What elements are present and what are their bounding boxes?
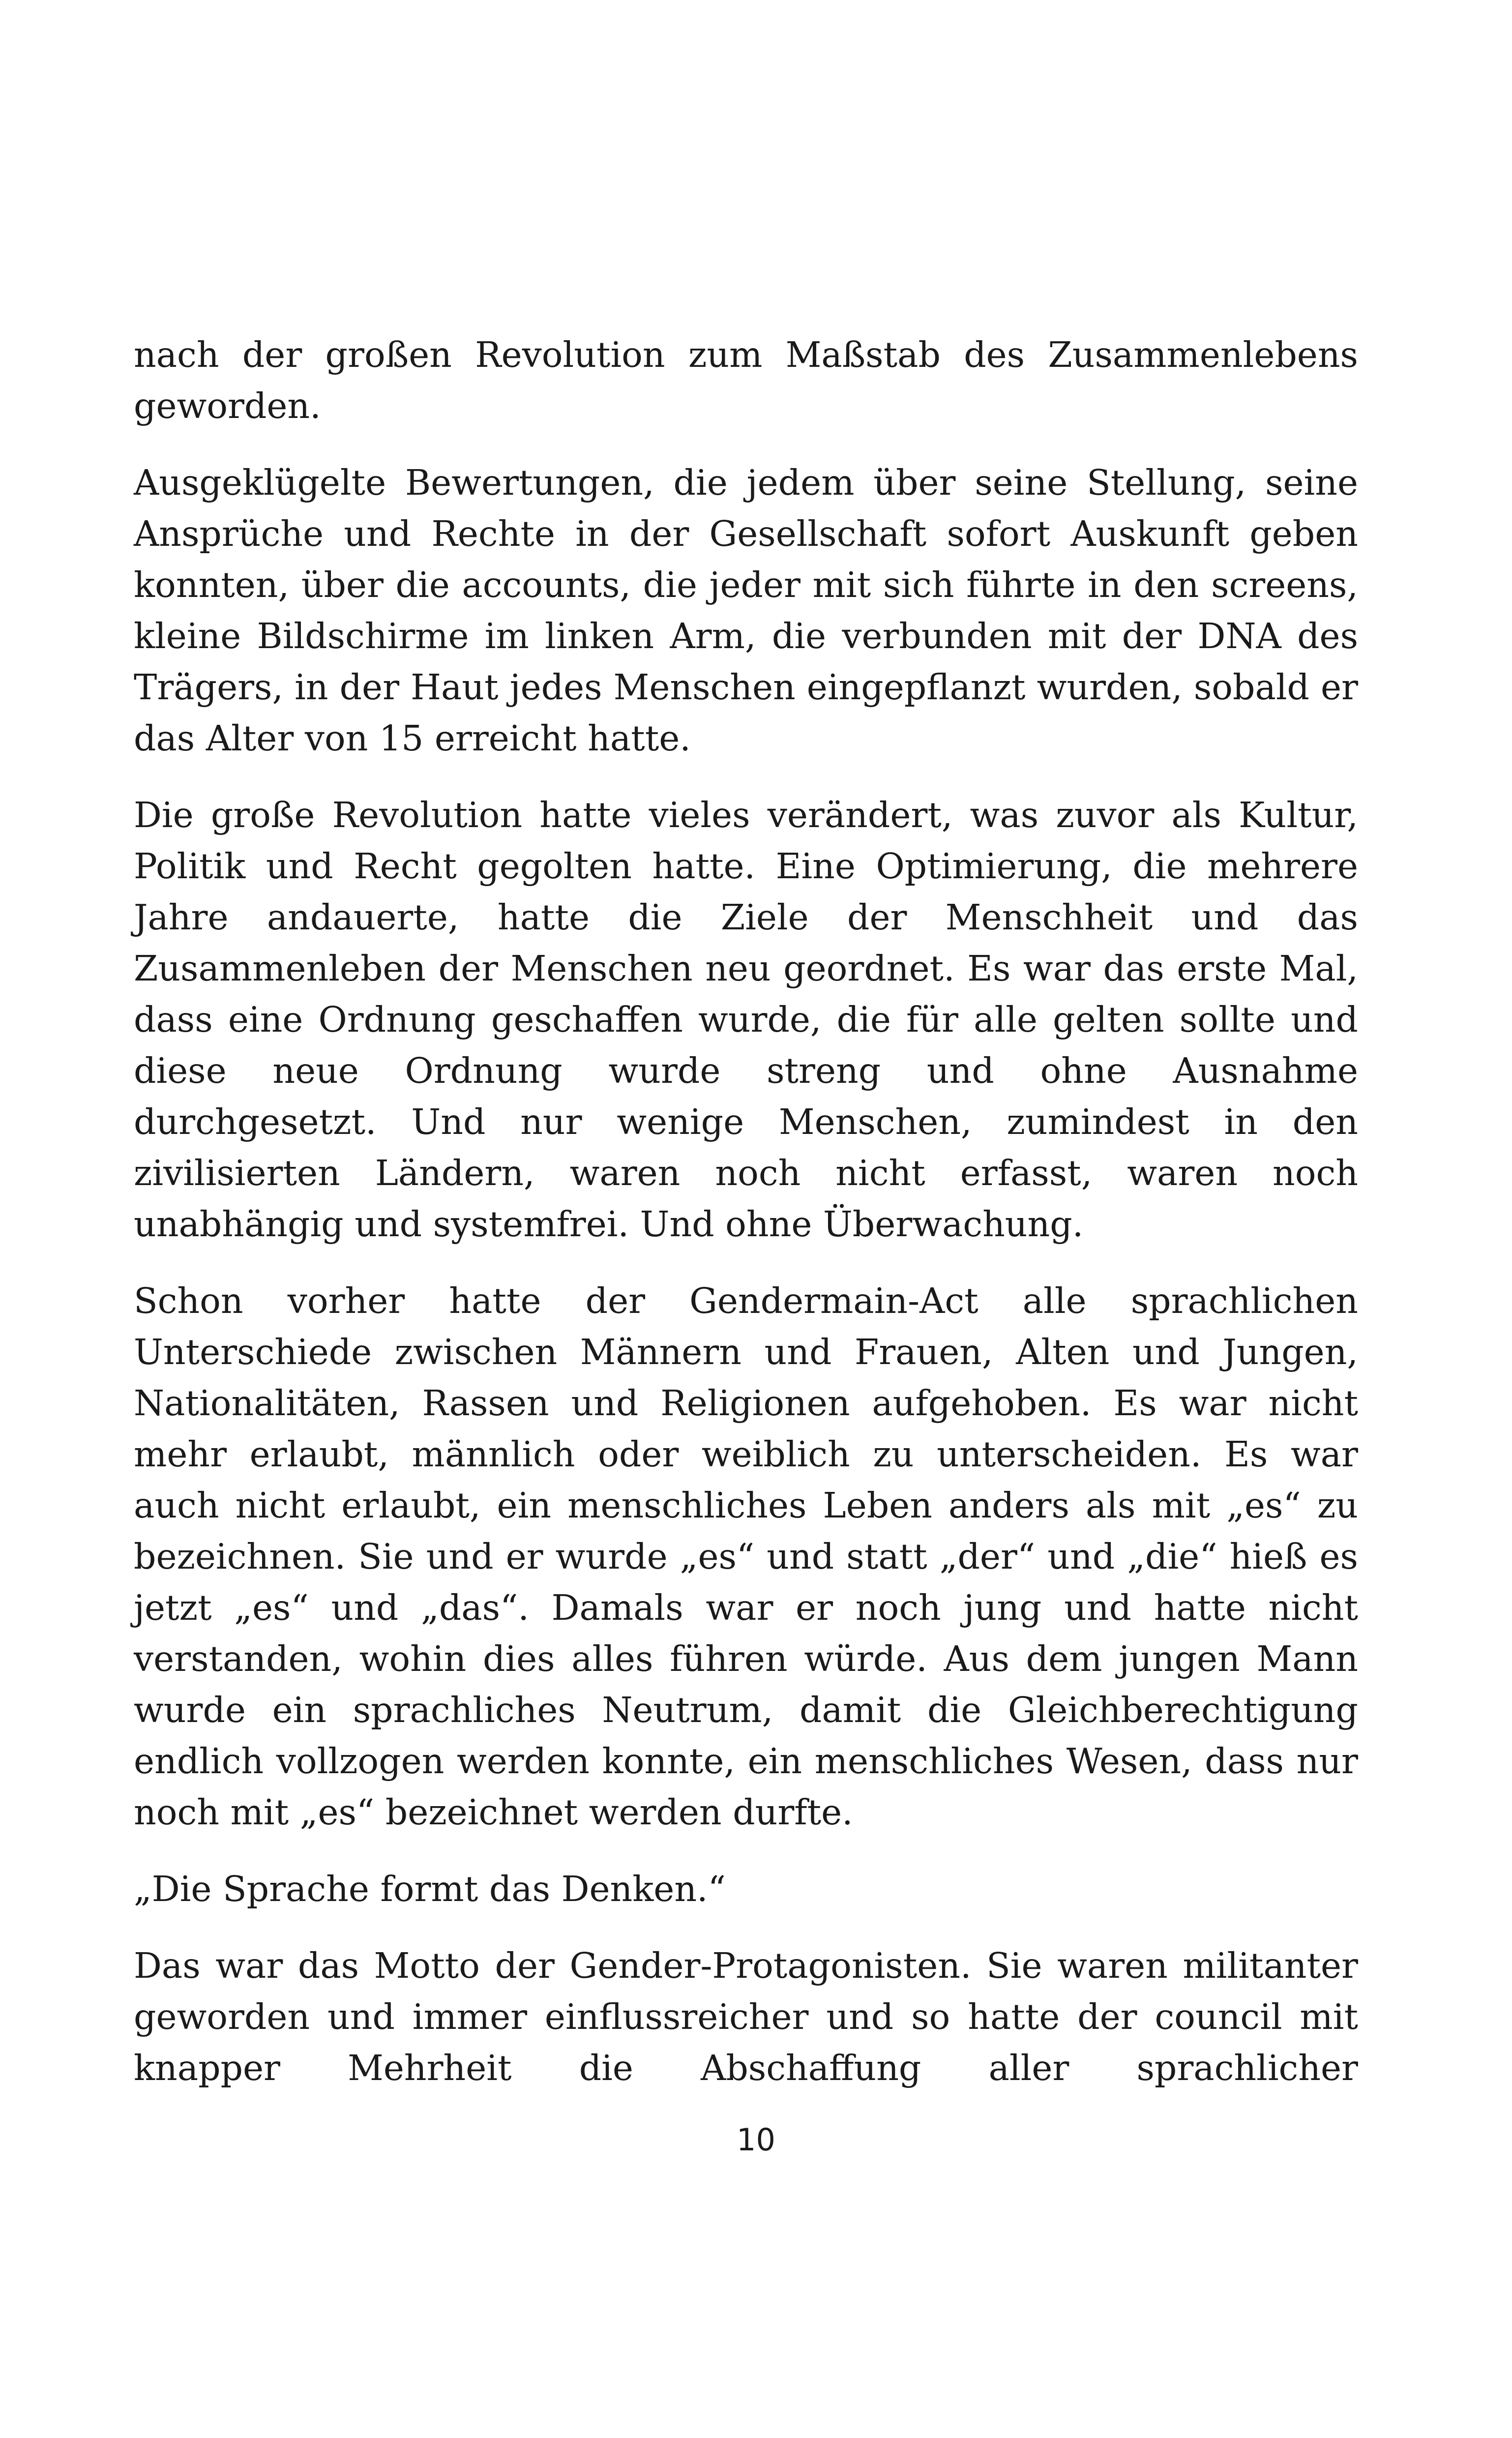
paragraph-3: Die große Revolution hatte vieles verändert, was zuvor als Kultur, Politik und Recht gegolten hatte. Eine Optimierung, die mehrere Jahre andauerte, hatte die Ziele der Menschheit und das Zusammenleben der Menschen neu geordnet. Es war das erste Mal, dass eine Ordnung geschaffen wurde, die für alle gelten sollte und diese neue Ordnung wurde streng und ohne Ausnahme durchgesetzt. Und nur wenige Menschen, zumindest in den zivilisierten Ländern, waren noch nicht erfasst, waren noch unabhängig und systemfrei. Und ohne Überwachung. [134,795,1358,1245]
paragraph-2: Ausgeklügelte Bewertungen, die jedem über seine Stellung, seine Ansprüche und Rechte in der Gesellschaft sofort Auskunft geben konnten, über die accounts, die jeder mit sich führte in den screens, kleine Bildschirme im linken Arm, die verbunden mit der DNA des Trägers, in der Haut jedes Menschen eingepflanzt wurden, sobald er das Alter von 15 erreicht hatte. [134,462,1358,759]
page-number: 10 [737,2122,775,2158]
paragraph-4: Schon vorher hatte der Gendermain-Act alle sprachlichen Unterschiede zwischen Männern und Frauen, Alten und Jungen, Nationalitäten, Rassen und Religionen aufgehoben. Es war nicht mehr erlaubt, männlich oder weiblich zu unterscheiden. Es war auch nicht erlaubt, ein menschliches Leben anders als mit „es“ zu bezeichnen. Sie und er wurde „es“ und statt „der“ und „die“ hieß es jetzt „es“ und „das“. Damals war er noch jung und hatte nicht verstanden, wohin dies alles führen würde. Aus dem jungen Mann wurde ein sprachliches Neutrum, damit die Gleichberechtigung endlich vollzogen werden konnte, ein menschliches Wesen, dass nur noch mit „es“ bezeichnet werden durfte. [134,1280,1358,1833]
quote-paragraph: „Die Sprache formt das Denken.“ [134,1869,726,1909]
paragraph-6: Das war das Motto der Gender-Protagonisten. Sie waren militanter geworden und immer einflussreicher und so hatte der council mit knapper Mehrheit die Abschaffung aller sprachlicher [134,1945,1358,2088]
paragraph-1: nach der großen Revolution zum Maßstab des Zusammenlebens geworden. [134,334,1358,426]
body-text [134,329,1358,2094]
